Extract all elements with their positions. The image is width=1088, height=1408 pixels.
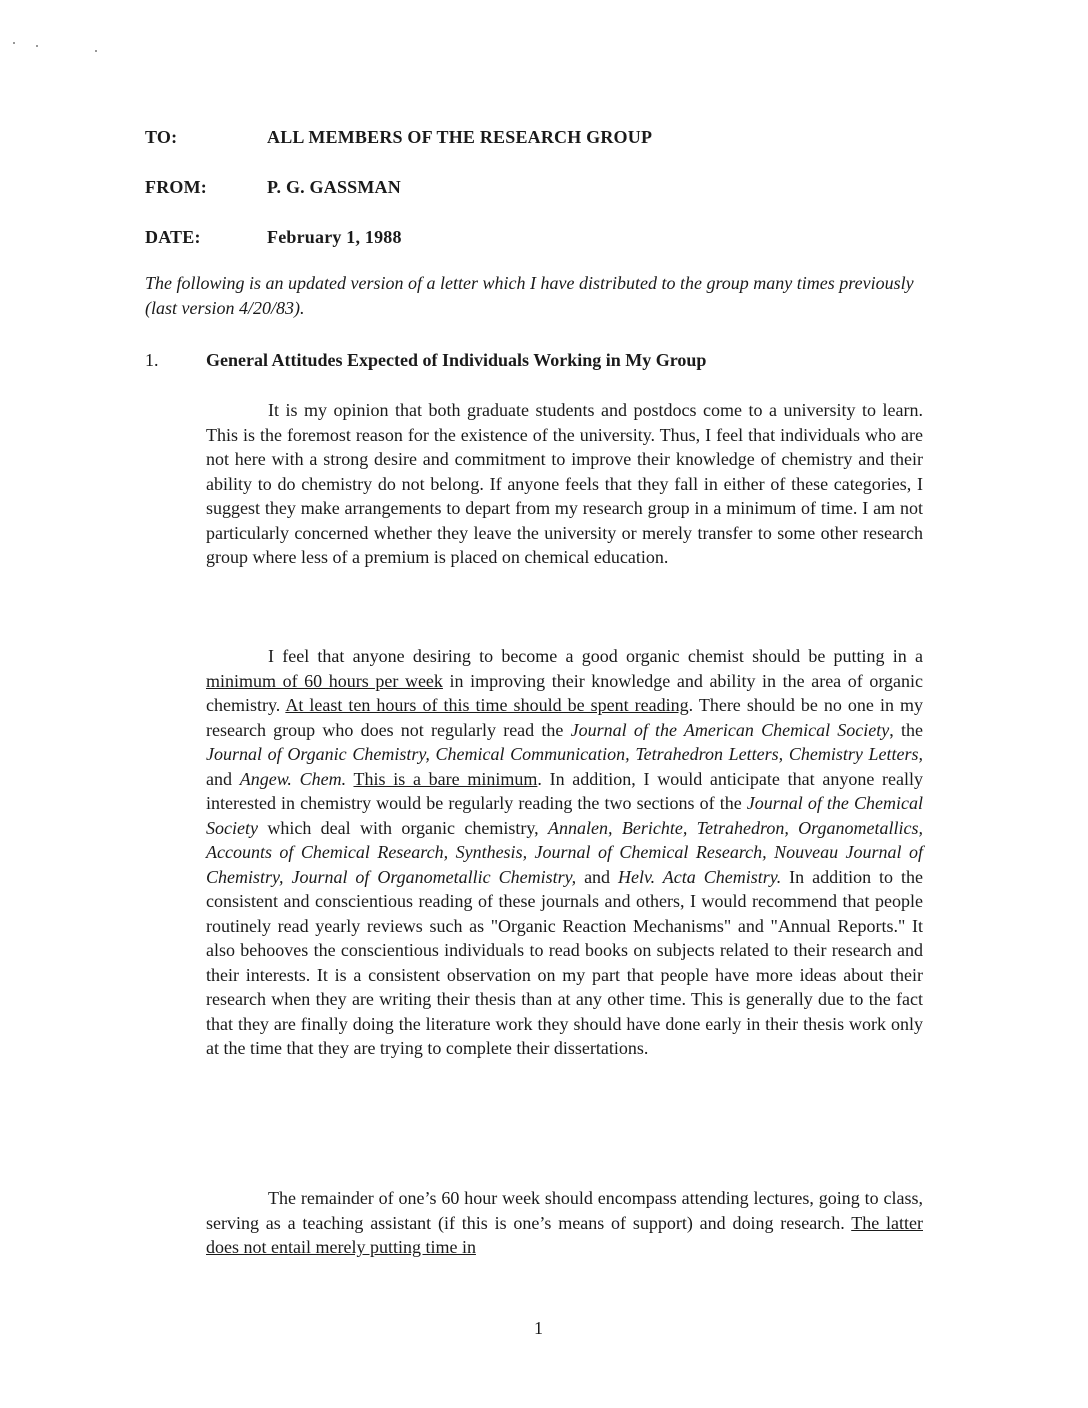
p2-underline-reading: At least ten hours of this time should be spent reading xyxy=(285,695,689,715)
p2-journal-list: Journal of Organic Chemistry, Chemical Communication, Tetrahedron Letters, Chemistry Letters, xyxy=(206,744,923,764)
p2-journal-helv: Helv. Acta Chemistry. xyxy=(618,866,782,887)
p2-text: in improving their knowledge and ability in the area of organic chemistry. xyxy=(206,670,923,715)
p2-text: and xyxy=(584,866,611,887)
p2-text: which deal with organic chemistry, xyxy=(267,817,539,838)
p2-journal-jcs: Journal of the Chemical Society xyxy=(206,793,923,838)
p3-underline-latter: The latter does not entail merely putting time in xyxy=(206,1212,923,1257)
p2-text: I feel that anyone desiring to become a good organic chemist should be putting in a xyxy=(268,646,923,666)
section-number: 1. xyxy=(145,350,159,370)
from-label: FROM: xyxy=(145,177,207,197)
page-number: 1 xyxy=(534,1318,543,1338)
to-line xyxy=(145,127,652,148)
p2-journal-list-2: Annalen, Berichte, Tetrahedron, Organometallics, Accounts of Chemical Research, Synthesis, Journal of Chemical Research, Nouveau Journal of Chemistry, Journal of Organometallic Chemistry, xyxy=(206,817,924,887)
p2-journal-angew: Angew. Chem. xyxy=(239,768,347,789)
p3-text: The remainder of one’s 60 hour week should encompass attending lectures, going to class, serving as a teaching assistant (if this is one’s means of support) and doing research. xyxy=(206,1188,923,1233)
paragraph-3 xyxy=(206,1186,923,1260)
intro-note: The following is an updated version of a letter which I have distributed to the group many times previously (last version 4/20/83). xyxy=(145,273,914,318)
paragraph-1: It is my opinion that both graduate students and postdocs come to a university to learn. This is the foremost reason for the existence of the university. Thus, I feel that individuals who are not here with a strong desire and commitment to improve their knowledge of chemistry and their ability to do chemistry do not belong. If anyone feels that they fall in either of these categories, I suggest they make arrangements to depart from my research group in a minimum of time. I am not particularly concerned whether they leave the university or merely transfer to some other research group where less of a premium is placed on chemical education. xyxy=(206,400,923,567)
p2-text: In addition to the consistent and conscientious reading of these journals and others, I would recommend that people routinely read yearly reviews such as "Organic Reaction Mechanisms" and "Annual Reports." It also behooves the conscientious individuals to read books on subjects related to their research and their interests. It is a consistent observation on my part that people have more ideas about their research when they are writing their thesis than at any other time. This is generally due to the fact that they are finally doing the literature work they should have done early in their thesis work only at the time that they are trying to complete their dissertations. xyxy=(206,866,923,1058)
p2-journal-jacs: Journal of the American Chemical Society xyxy=(570,719,890,740)
p2-text: . There should be no one in my research group who does not regularly read the xyxy=(206,695,923,740)
date-label: DATE: xyxy=(145,227,201,247)
from-line xyxy=(145,177,401,198)
p2-text: and xyxy=(206,768,232,789)
p2-underline-60-hours: minimum of 60 hours per week xyxy=(206,670,443,691)
scan-speck xyxy=(36,45,38,47)
scan-speck xyxy=(95,50,97,52)
p2-underline-bare-minimum: This is a bare minimum xyxy=(353,768,538,789)
p2-text: , the xyxy=(889,719,923,740)
date-value: February 1, 1988 xyxy=(267,227,402,247)
from-value: P. G. GASSMAN xyxy=(267,177,401,197)
scan-speck xyxy=(13,42,15,44)
to-value: ALL MEMBERS OF THE RESEARCH GROUP xyxy=(267,127,653,147)
date-line xyxy=(145,227,402,248)
p2-text: . In addition, I would anticipate that anyone really interested in chemistry would be regularly reading the two sections of the xyxy=(206,768,923,813)
section-title: General Attitudes Expected of Individuals Working in My Group xyxy=(206,350,707,370)
to-label: TO: xyxy=(145,127,178,147)
paragraph-2 xyxy=(206,644,923,1061)
